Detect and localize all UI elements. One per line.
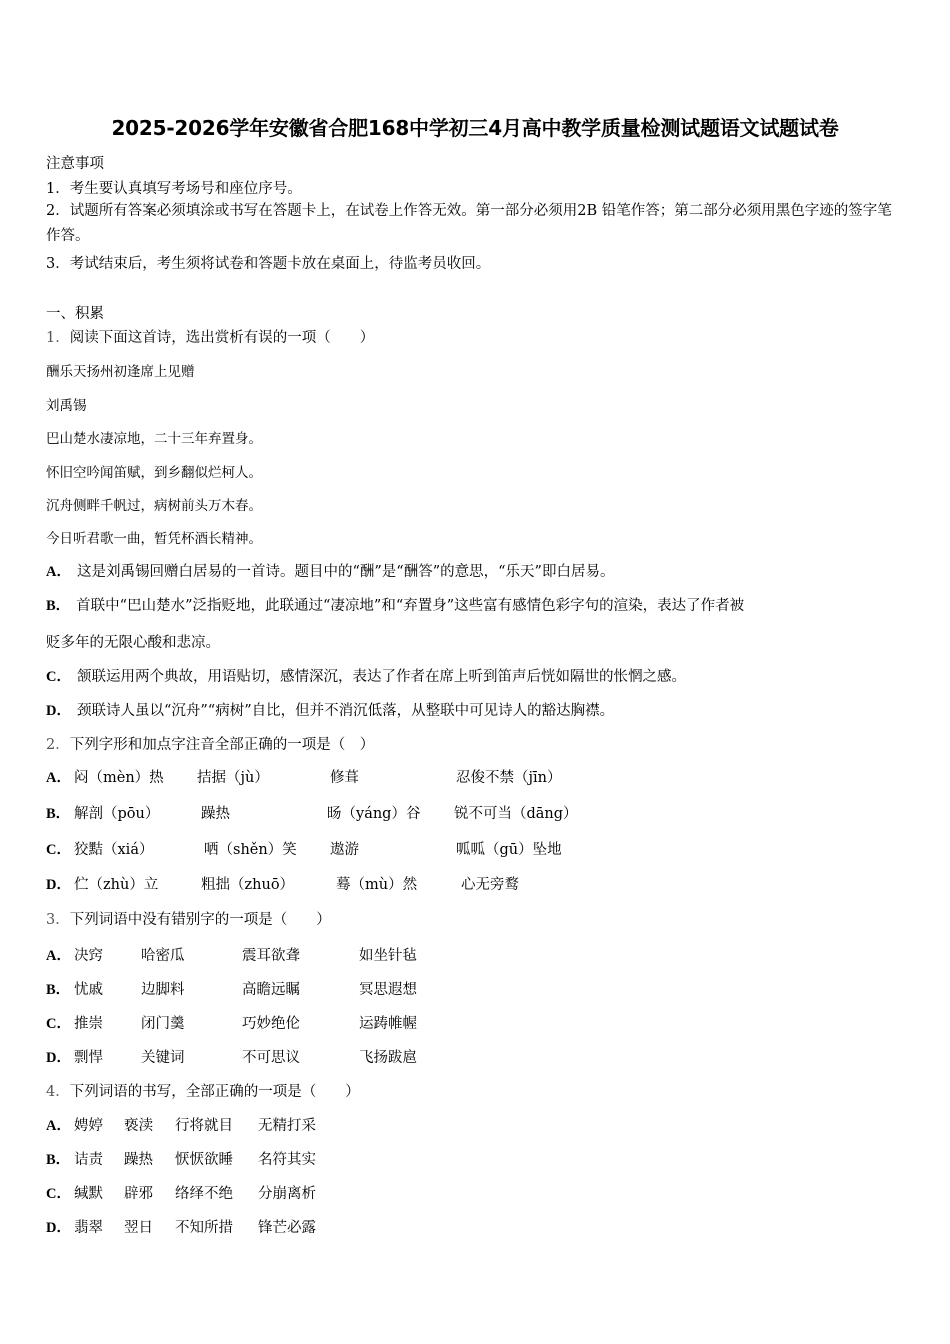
notice-item-2: 2．试题所有答案必须填涂或书写在答题卡上，在试卷上作答无效。第一部分必须用2B 铅笔作答；第二部分必须用黑色字迹的签字笔作答。	[46, 203, 892, 244]
option-item: 狡黠（xiá）	[74, 842, 154, 858]
option-item: 闷（mèn）热	[74, 770, 164, 786]
option-item: 呱呱（gū）坠地	[456, 842, 562, 858]
page-title: 2025-2026学年安徽省合肥168中学初三4月高中教学质量检测试题语文试题试卷	[111, 116, 839, 140]
option-item: 剽悍	[74, 1050, 103, 1066]
question-stem: 下列字形和加点字注音全部正确的一项是（ ）	[69, 737, 375, 753]
option-item: 分崩离析	[258, 1186, 316, 1202]
option-text: 颈联诗人虽以“沉舟”“病树”自比，但并不消沉低落，从整联中可见诗人的豁达胸襟。	[76, 703, 615, 719]
poem-line: 今日听君歌一曲，暂凭杯酒长精神。	[46, 531, 262, 547]
option-item: 锋芒必露	[258, 1220, 316, 1236]
option-item: 忧戚	[74, 982, 103, 998]
option-c	[46, 665, 686, 686]
option-item: 决窍	[74, 948, 103, 964]
option-item: 蓦（mù）然	[336, 877, 418, 893]
option-item: 躁热	[124, 1152, 153, 1168]
option-item: 亵渎	[124, 1118, 153, 1134]
option-item: 行将就目	[175, 1118, 233, 1134]
option-item: 络绎不绝	[175, 1186, 233, 1202]
question-stem: 下列词语的书写，全部正确的一项是（ ）	[69, 1084, 360, 1100]
option-item: 高瞻远瞩	[242, 982, 300, 998]
option-item: 如坐针毡	[359, 948, 417, 964]
option-item: 运踌帷幄	[359, 1016, 417, 1032]
option-label: C．	[46, 669, 71, 685]
option-item: 冥思遐想	[359, 982, 417, 998]
notice-item-1: 1．考生要认真填写考场号和座位序号。	[46, 181, 302, 197]
notice-item-3: 3．考试结束后，考生须将试卷和答题卡放在桌面上，待监考员收回。	[46, 256, 491, 272]
option-item: 躁热	[201, 806, 230, 822]
option-a	[46, 560, 614, 581]
option-item: 翌日	[124, 1220, 153, 1236]
section-heading: 一、积累	[46, 306, 104, 322]
option-label: D．	[46, 1050, 71, 1066]
option-item: 缄默	[74, 1186, 103, 1202]
option-item: 飞扬跋扈	[359, 1050, 417, 1066]
option-item: 诘责	[74, 1152, 103, 1168]
question-1	[46, 326, 374, 347]
question-stem: 下列词语中没有错别字的一项是（ ）	[69, 912, 331, 928]
option-item: 拮据（jù）	[197, 770, 269, 786]
option-item: 伫（zhù）立	[74, 877, 159, 893]
option-d	[46, 699, 614, 720]
option-item: 忍俊不禁（jīn）	[456, 770, 562, 786]
option-item: 不可思议	[242, 1050, 300, 1066]
option-label: D．	[46, 1220, 71, 1236]
question-stem: 阅读下面这首诗，选出赏析有误的一项（ ）	[69, 330, 375, 346]
option-text: 颔联运用两个典故，用语贴切，感情深沉，表达了作者在席上听到笛声后恍如隔世的怅惘之感。	[76, 669, 686, 685]
option-item: 边脚料	[141, 982, 185, 998]
question-number: 4．	[46, 1084, 70, 1100]
question-4	[46, 1080, 360, 1101]
poem-author: 刘禹锡	[46, 398, 87, 414]
option-item: 巧妙绝伦	[242, 1016, 300, 1032]
option-label: C．	[46, 1016, 71, 1032]
poem-line: 巴山楚水凄凉地，二十三年弃置身。	[46, 431, 262, 447]
option-item: 名符其实	[258, 1152, 316, 1168]
option-label: D．	[46, 703, 71, 719]
question-3	[46, 908, 331, 929]
option-label: C．	[46, 1186, 71, 1202]
notice-heading: 注意事项	[46, 156, 104, 172]
poem-line: 沉舟侧畔千帆过，病树前头万木春。	[46, 498, 262, 514]
option-item: 震耳欲聋	[242, 948, 300, 964]
option-item: 哂（shěn）笑	[204, 842, 297, 858]
option-item: 翡翠	[74, 1220, 103, 1236]
option-b-continued: 贬多年的无限心酸和悲凉。	[46, 635, 220, 651]
option-label: B．	[46, 1152, 71, 1168]
poem-title: 酬乐天扬州初逢席上见赠	[46, 364, 195, 380]
option-item: 无精打采	[258, 1118, 316, 1134]
option-label: C．	[46, 842, 71, 858]
question-number: 2．	[46, 737, 70, 753]
poem-line: 怀旧空吟闻笛赋，到乡翻似烂柯人。	[46, 465, 262, 481]
option-label: B．	[46, 598, 71, 614]
option-text: 这是刘禹锡回赠白居易的一首诗。题目中的“酬”是“酬答”的意思，“乐天”即白居易。	[76, 564, 615, 580]
option-item: 恹恹欲睡	[175, 1152, 233, 1168]
option-label: A．	[46, 1118, 71, 1134]
option-item: 旸（yáng）谷	[327, 806, 421, 822]
option-label: A．	[46, 564, 71, 580]
option-item: 辟邪	[124, 1186, 153, 1202]
option-label: D．	[46, 877, 71, 893]
option-item: 心无旁鹜	[461, 877, 519, 893]
option-label: B．	[46, 806, 71, 822]
option-item: 不知所措	[175, 1220, 233, 1236]
option-item: 闭门羹	[141, 1016, 185, 1032]
option-label: B．	[46, 982, 71, 998]
option-item: 关键词	[141, 1050, 185, 1066]
question-2	[46, 733, 374, 754]
option-item: 修葺	[330, 770, 359, 786]
option-label: A．	[46, 770, 71, 786]
option-item: 解剖（pōu）	[74, 806, 160, 822]
option-item: 锐不可当（dāng）	[454, 806, 578, 822]
option-item: 推崇	[74, 1016, 103, 1032]
option-item: 粗拙（zhuō）	[201, 877, 295, 893]
option-item: 哈密瓜	[141, 948, 185, 964]
question-number: 3．	[46, 912, 70, 928]
option-item: 娉婷	[74, 1118, 103, 1134]
option-text: 首联中“巴山楚水”泛指贬地，此联通过“凄凉地”和“弃置身”这些富有感情色彩字句的渲染，表达了作者被	[76, 598, 745, 614]
question-number: 1．	[46, 330, 70, 346]
option-label: A．	[46, 948, 71, 964]
option-b	[46, 594, 744, 615]
option-item: 遨游	[330, 842, 359, 858]
